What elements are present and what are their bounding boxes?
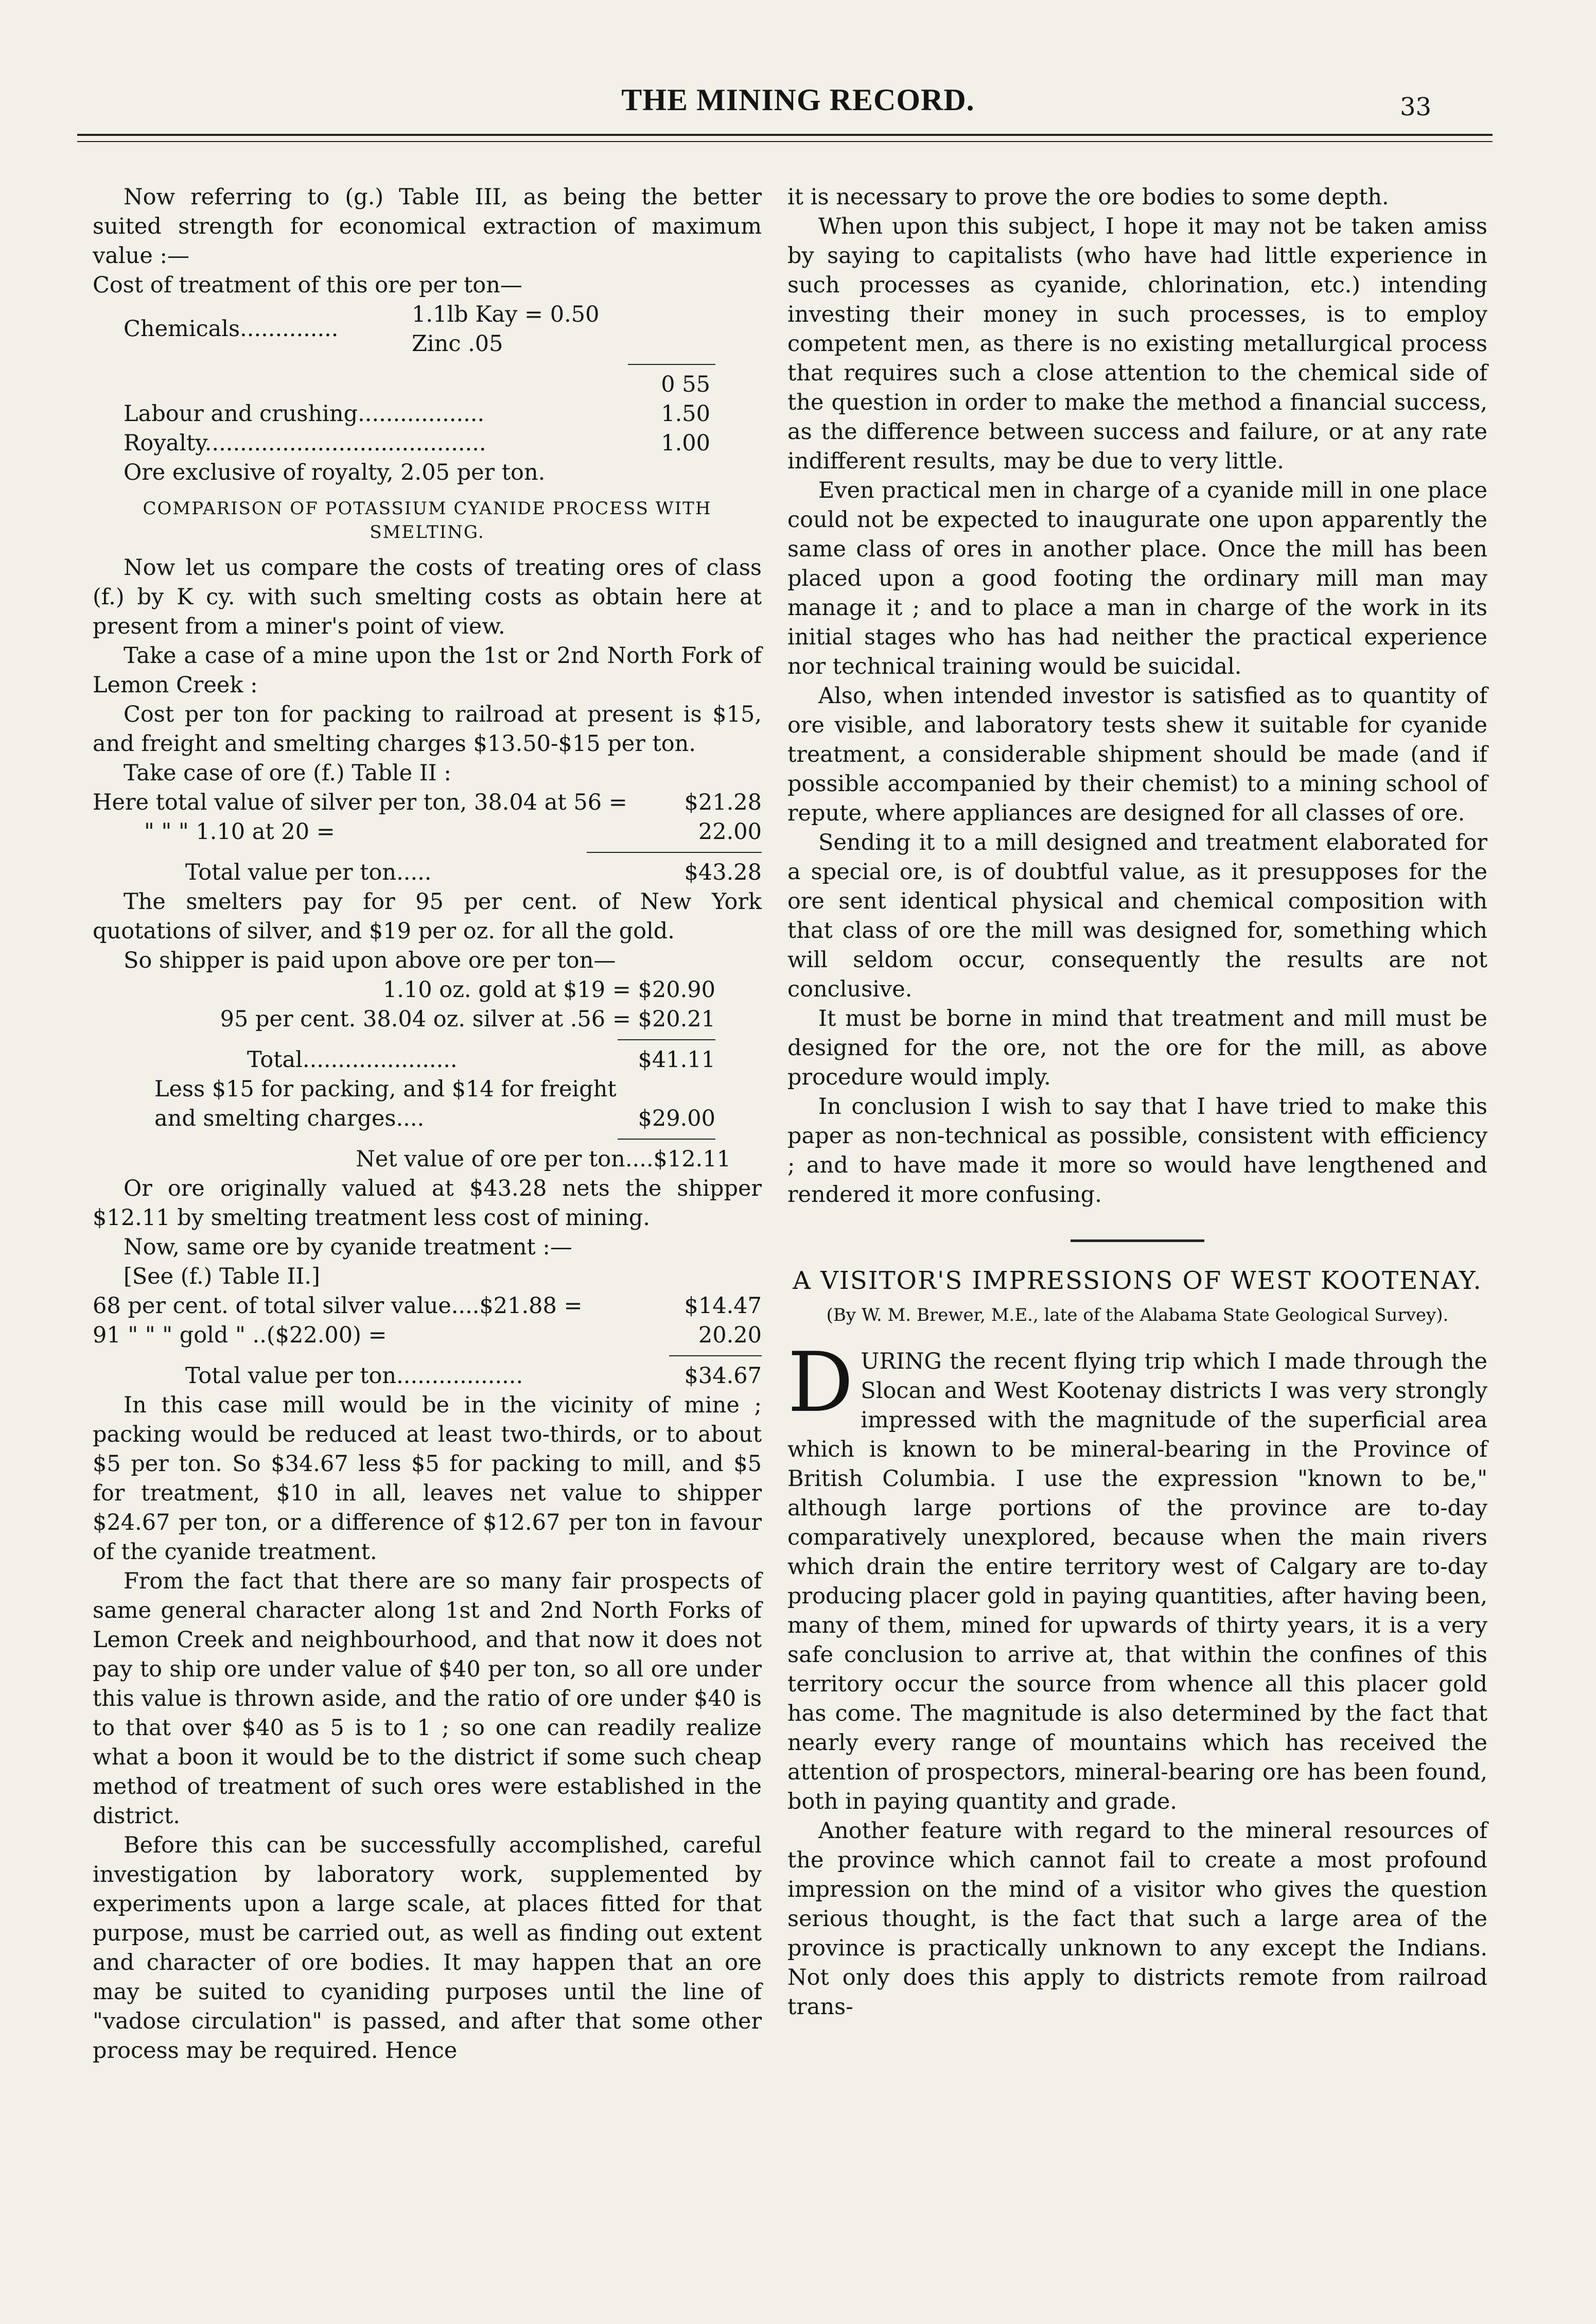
chemicals-block	[124, 300, 762, 359]
labour-row	[124, 399, 762, 429]
article-divider	[1071, 1239, 1204, 1242]
left-column	[93, 183, 762, 2066]
left-paragraph-3: Cost per ton for packing to railroad at present is $15, and freight and smelting charges $13.50-$15 per ton.	[93, 702, 762, 757]
chemicals-label: Chemicals..............	[124, 316, 339, 342]
cost-heading: Cost of treatment of this ore per ton—	[93, 272, 522, 298]
total2-amount: $41.11	[638, 1047, 715, 1073]
silver-value-row	[93, 788, 762, 817]
gold91-amount: 20.20	[698, 1322, 762, 1348]
gold-value-label: " " " 1.10 at 20 =	[144, 819, 335, 845]
header-rule	[77, 134, 1493, 142]
silver68-row	[93, 1291, 762, 1321]
silver-value-amount: $21.28	[684, 790, 762, 815]
royalty-label: Royalty........................................	[124, 430, 486, 456]
journal-title: THE MINING RECORD.	[621, 83, 975, 117]
total2-rule	[618, 1039, 715, 1040]
chemicals-breakdown	[412, 300, 600, 359]
left-paragraph-8: Now, same ore by cyanide treatment :—	[124, 1234, 572, 1260]
total3-label: Total value per ton..................	[185, 1363, 523, 1389]
left-paragraph-5: The smelters pay for 95 per cent. of New York quotations of silver, and $19 per oz. for all the gold.	[93, 889, 762, 944]
less-charges-amount: $29.00	[638, 1106, 715, 1131]
total1-rule	[587, 852, 762, 853]
total2-row	[247, 1045, 762, 1075]
right-paragraph-3: Even practical men in charge of a cyanide mill in one place could not be expected to inaugurate one upon apparently the same class of ores in another place. Once the mill has been placed upon a good footing the ordinary mill man may manage it ; and to place a man in charge of the work in its initial stages who has had neither the practical experience nor technical training would be suicidal.	[787, 478, 1487, 679]
left-paragraph-10: In this case mill would be in the vicinity of mine ; packing would be reduced at least two-thirds, or to about $5 per ton. So $34.67 less $5 for packing to mill, and $5 for treatment, $10 in all, leaves net value to shipper $24.67 per ton, or a difference of $12.67 per ton in favour of the cyanide treatment.	[93, 1392, 762, 1565]
right-paragraph-7: In conclusion I wish to say that I have tried to make this paper as non-technical as possible, consistent with efficiency ; and to have made it more so would have lengthened and rendered it more confusing.	[787, 1094, 1487, 1208]
total2-label: Total......................	[247, 1047, 458, 1073]
left-paragraph-11: From the fact that there are so many fair prospects of same general character along 1st and 2nd North Forks of Lemon Creek and neighbourhood, and that now it does not pay to ship ore under value of $40 per ton, so all ore under this value is thrown aside, and the ratio of ore under $40 is to that over $40 as 5 is to 1 ; so one can readily realize what a boon it would be to the district if some such cheap method of treatment of such ores were established in the district.	[93, 1568, 762, 1829]
right-paragraph-1: it is necessary to prove the ore bodies to some depth.	[787, 184, 1389, 210]
gold91-label: 91 " " " gold " ..($22.00) =	[93, 1322, 387, 1348]
royalty-amount: 1.00	[661, 430, 710, 456]
left-paragraph-6: So shipper is paid upon above ore per ton—	[124, 948, 616, 973]
chemicals-kay: 1.1lb Kay = 0.50	[412, 302, 600, 327]
ore-exclusive: Ore exclusive of royalty, 2.05 per ton.	[124, 460, 546, 485]
total3-amount: $34.67	[684, 1363, 762, 1389]
gold-paid-row: 1.10 oz. gold at $19 = $20.90	[382, 977, 715, 1003]
silver68-label: 68 per cent. of total silver value....$21.88 =	[93, 1293, 583, 1319]
left-paragraph-1: Now let us compare the costs of treating ores of class (f.) by K cy. with such smelting costs as obtain here at present from a miner's point of view.	[93, 555, 762, 639]
gold-value-row	[93, 817, 762, 847]
less-charges-row	[154, 1075, 762, 1133]
right-paragraph-5: Sending it to a mill designed and treatment elaborated for a special ore, is of doubtful value, as it presupposes for the ore sent identical physical and chemical composition with that class of ore the mill was designed for, something which will seldom occur, consequently the results are not conclusive.	[787, 830, 1487, 1002]
labour-label: Labour and crushing..................	[124, 401, 485, 427]
total3-row	[185, 1361, 762, 1391]
total1-label: Total value per ton.....	[185, 860, 432, 885]
drop-cap: D	[787, 1334, 854, 1430]
article-title: A VISITOR'S IMPRESSIONS OF WEST KOOTENAY.	[793, 1266, 1482, 1295]
total3-rule	[669, 1355, 762, 1356]
chemicals-zinc: Zinc .05	[412, 331, 503, 357]
less-charges-label: Less $15 for packing, and $14 for freight and smelting charges....	[154, 1076, 617, 1131]
net-rule	[618, 1139, 715, 1140]
left-paragraph-7: Or ore originally valued at $43.28 nets the shipper $12.11 by smelting treatment less cost of mining.	[93, 1176, 762, 1231]
intro-paragraph: Now referring to (g.) Table III, as being the better suited strength for economical extraction of maximum value :—	[93, 184, 762, 269]
right-paragraph-8	[787, 1334, 1487, 1816]
section-heading: COMPARISON OF POTASSIUM CYANIDE PROCESS WITH SMELTING.	[143, 498, 712, 543]
right-paragraph-6: It must be borne in mind that treatment and mill must be designed for the ore, not the ore for the mill, as above procedure would imply.	[787, 1006, 1487, 1090]
left-paragraph-2: Take a case of a mine upon the 1st or 2nd North Fork of Lemon Creek :	[93, 643, 762, 698]
left-paragraph-9: [See (f.) Table II.]	[124, 1264, 320, 1289]
silver-value-label: Here total value of silver per ton, 38.04 at 56 =	[93, 790, 627, 815]
net-value-row: Net value of ore per ton....$12.11	[356, 1146, 731, 1172]
total1-row	[185, 858, 762, 887]
article-byline: (By W. M. Brewer, M.E., late of the Alabama State Geological Survey).	[826, 1305, 1449, 1325]
silver68-amount: $14.47	[684, 1293, 762, 1319]
total1-amount: $43.28	[684, 860, 762, 885]
labour-amount: 1.50	[661, 401, 710, 427]
right-paragraph-2: When upon this subject, I hope it may not be taken amiss by saying to capitalists (who have had little experience in such processes as cyanide, chlorination, etc.) intending investing their money in such processes, is to employ competent men, as there is no existing metallurgical process that requires such a close attention to the chemical side of the question in order to make the method a financial success, as the difference between success and failure, or at any rate indifferent results, may be due to very little.	[787, 214, 1487, 474]
subtotal-value: 0 55	[661, 372, 710, 397]
left-paragraph-12: Before this can be successfully accomplished, careful investigation by laboratory work, supplemented by experiments upon a large scale, at places fitted for that purpose, must be carried out, as well as finding out extent and character of ore bodies. It may happen that an ore may be suited to cyaniding purposes until the line of "vadose circulation" is passed, and after that some other process may be required. Hence	[93, 1832, 762, 2064]
gold-value-amount: 22.00	[698, 819, 762, 845]
right-paragraph-4: Also, when intended investor is satisfied as to quantity of ore visible, and laboratory tests shew it suitable for cyanide treatment, a considerable shipment should be made (and if possible accompanied by their chemist) to a mining school of repute, where appliances are designed for all classes of ore.	[787, 683, 1487, 826]
royalty-row	[124, 429, 762, 458]
page-number: 33	[1400, 93, 1432, 121]
silver-paid-row: 95 per cent. 38.04 oz. silver at .56 = $20.21	[220, 1006, 715, 1032]
gold91-row	[93, 1321, 762, 1350]
left-paragraph-4: Take case of ore (f.) Table II :	[124, 760, 451, 786]
right-paragraph-8-text: URING the recent flying trip which I made through the Slocan and West Kootenay districts I was very strongly impressed with the magnitude of the superficial area which is known to be mineral-bearing in the Province of British Columbia. I use the expression "known to be," although large portions of the province are to-day comparatively unexplored, because when the main rivers which drain the entire territory west of Calgary are to-day producing placer gold in paying quantities, after having been, many of them, mined for upwards of thirty years, it is a very safe conclusion to arrive at, that within the confines of this territory occur the source from whence all this placer gold has come. The magnitude is also determined by the fact that nearly every range of mountains which has received the attention of prospectors, mineral-bearing ore has been found, both in paying quantity and grade.	[787, 1349, 1487, 1814]
right-column	[787, 183, 1487, 2022]
right-paragraph-9: Another feature with regard to the mineral resources of the province which cannot fail to create a most profound impression on the mind of a visitor who gives the question serious thought, is the fact that such a large area of the province is practically unknown to any except the Indians. Not only does this apply to districts remote from railroad trans-	[787, 1818, 1487, 2020]
subtotal-rule	[628, 364, 715, 365]
